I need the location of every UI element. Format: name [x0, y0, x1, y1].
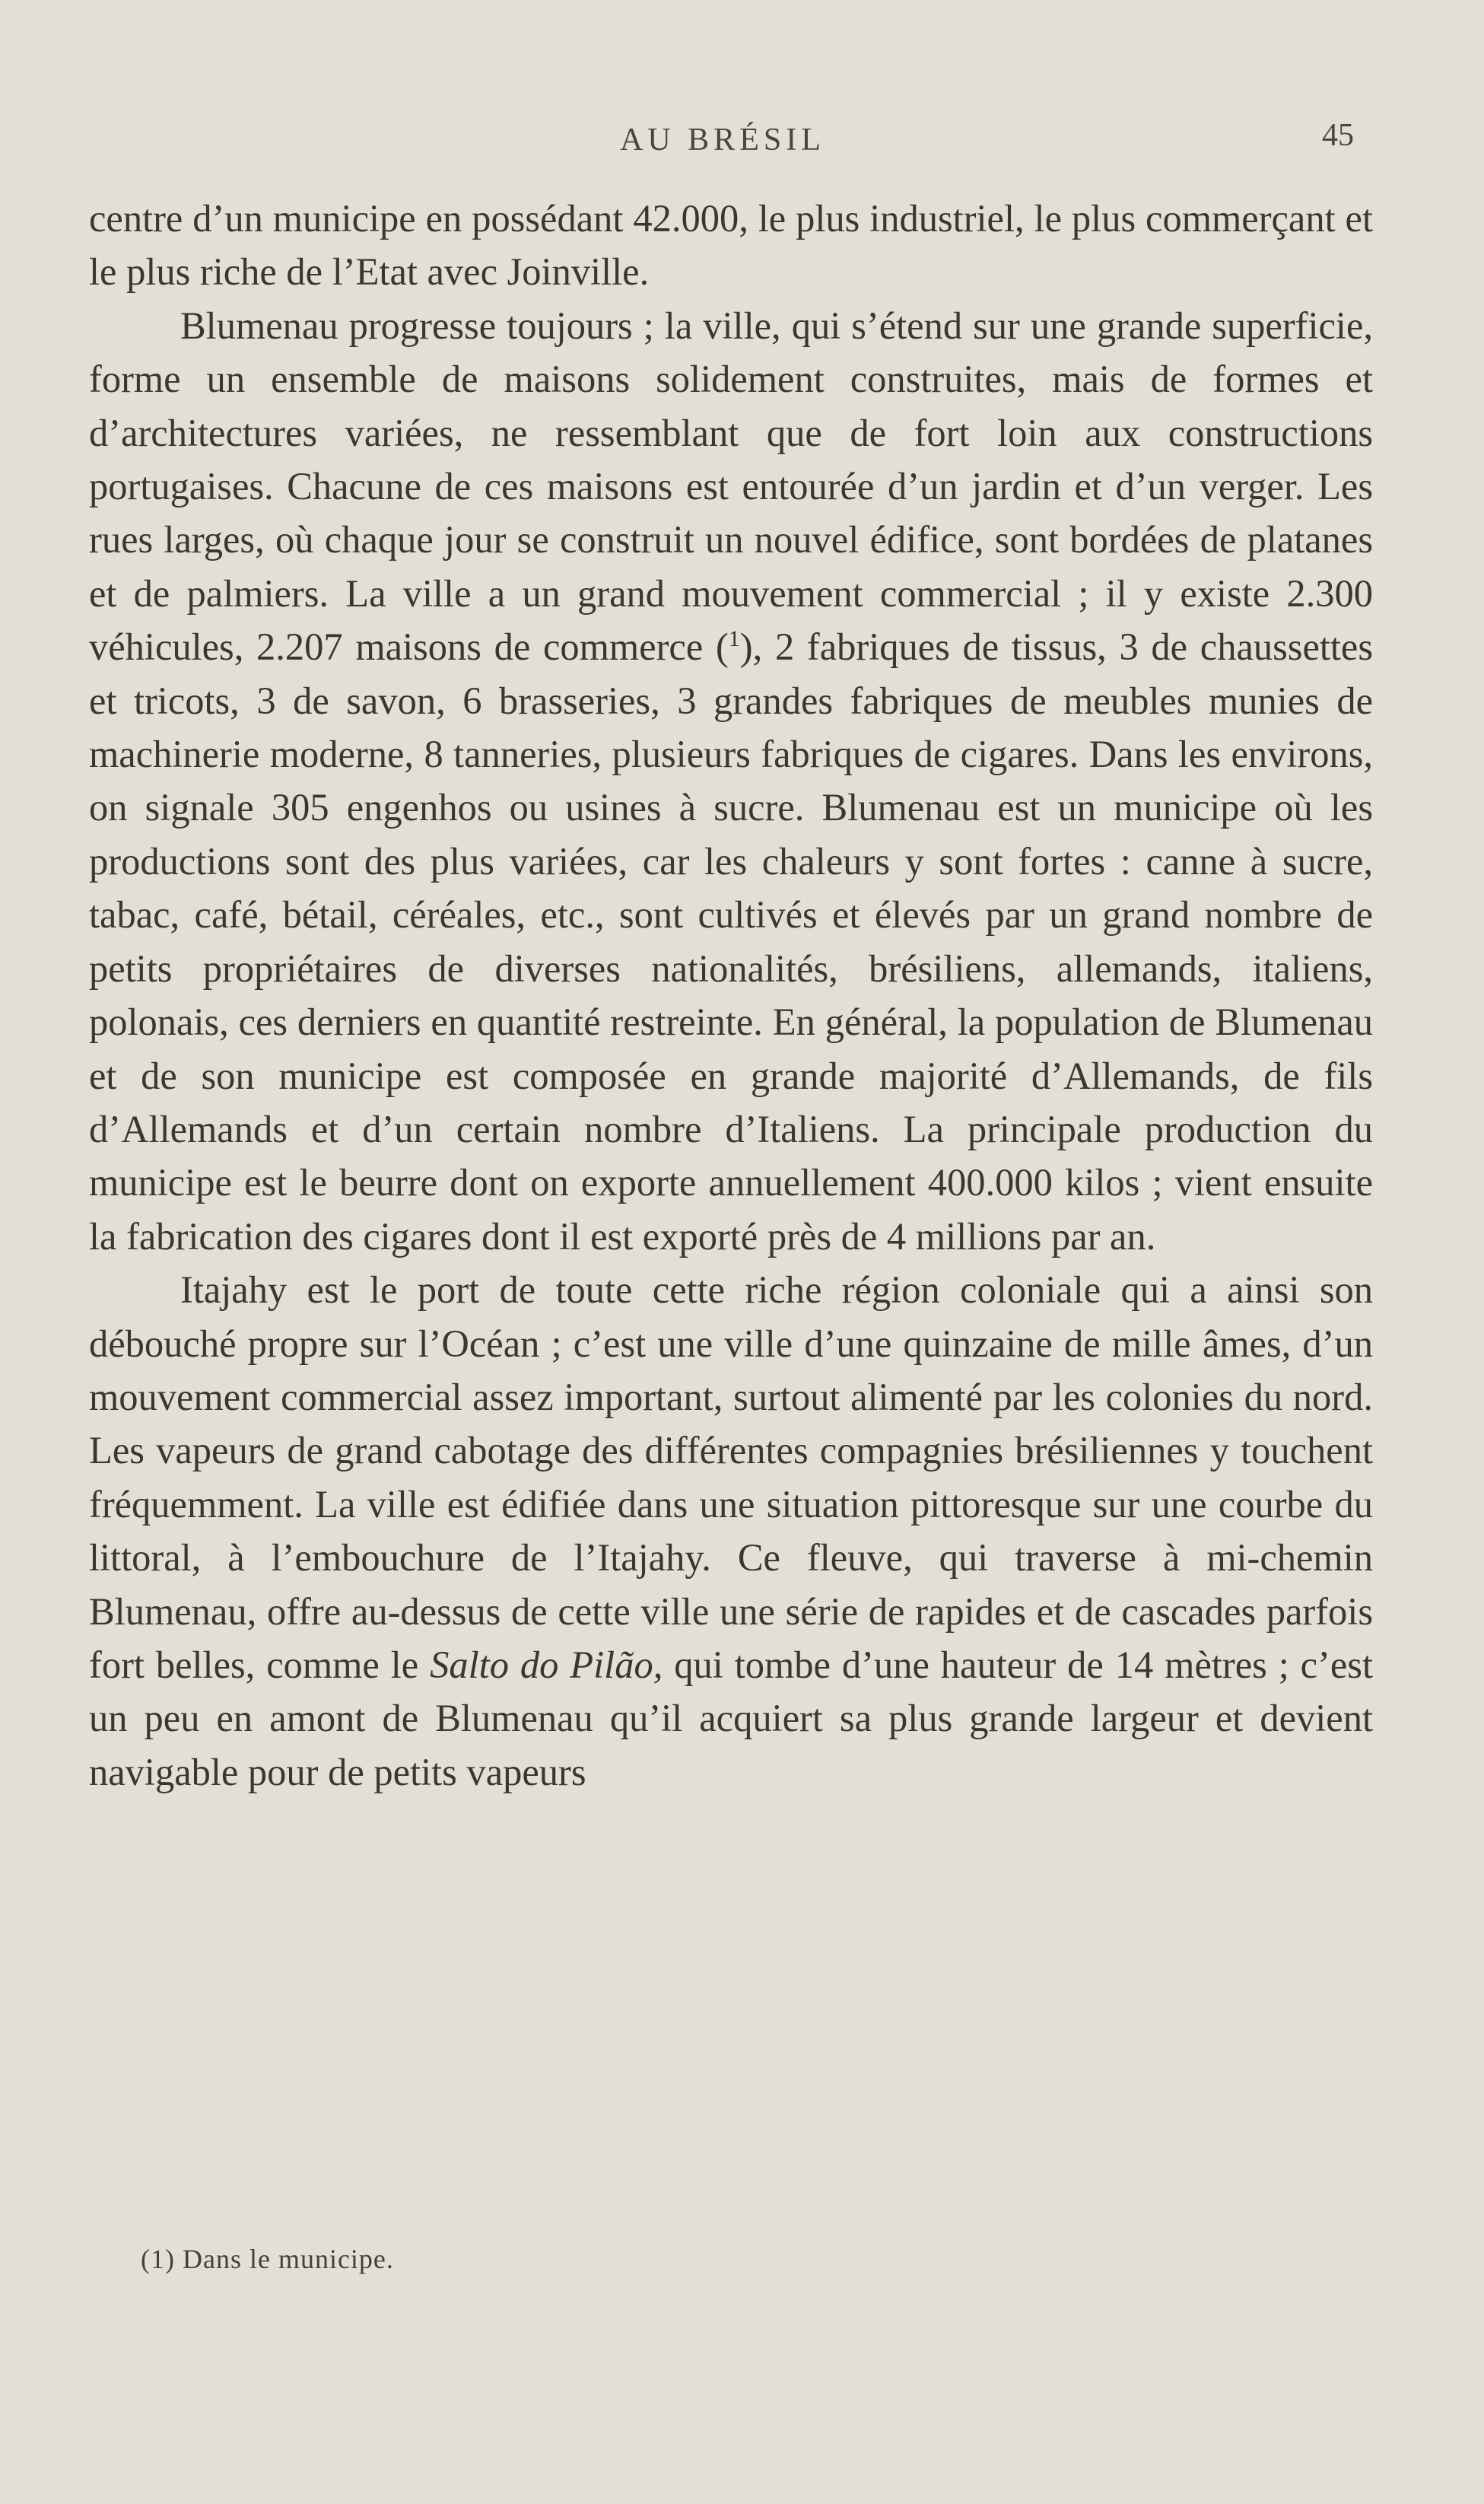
running-head — [0, 114, 1484, 160]
paragraph-3-text-a: Itajahy est le port de toute cette riche région coloniale qui a ainsi son débouché propre sur l’Océan ; c’est une ville d’une quinzaine de mille âmes, d’un mouvement commercial assez important, surtout alimenté par les colonies du nord. Les vapeurs de grand cabotage des différentes compagnies brésiliennes y touchent fréquemment. La ville est édifiée dans une situation pittoresque sur une courbe du littoral, à l’embouchure de l’Itajahy. Ce fleuve, qui traverse à mi-chemin Blumenau, offre au-dessus de cette ville une série de rapides et de cascades parfois fort belles, comme le — [89, 1268, 1373, 1686]
paragraph-2-text-b: ), 2 fabriques de tissus, 3 de chaussettes et tricots, 3 de savon, 6 brasseries, 3 grandes fabriques de meubles munies de machinerie moderne, 8 tanneries, plusieurs fabriques de cigares. Dans les environs, on signale 305 engenhos ou usines à sucre. Blumenau est un municipe où les productions sont des plus variées, car les chaleurs y sont fortes : canne à sucre, tabac, café, bétail, céréales, etc., sont cultivés et élevés par un grand nombre de petits propriétaires de diverses nationalités, brésiliens, allemands, italiens, polonais, ces derniers en quantité restreinte. En général, la population de Blumenau et de son municipe est composée en grande majorité d’Allemands, de fils d’Allemands et d’un certain nombre d’Italiens. La principale production du municipe est le beurre dont on exporte annuellement 400.000 kilos ; vient ensuite la fabrication des cigares dont il est exporté près de 4 millions par an. — [89, 625, 1373, 1258]
paragraph-2 — [89, 299, 1373, 1263]
footnote-reference: 1 — [728, 626, 740, 652]
paragraph-3-text-b: qui tombe d’une hauteur de 14 mètres ; c’est un peu en amont de Blumenau qu’il acquiert sa plus grande largeur et devient navigable pour de petits vapeurs — [89, 1643, 1373, 1793]
paragraph-1: centre d’un municipe en possédant 42.000, le plus industriel, le plus commerçant et le plus riche de l’Etat avec Joinville. — [89, 197, 1373, 294]
paragraph-2-text-a: Blumenau progresse toujours ; la ville, qui s’étend sur une grande superficie, forme un ensemble de maisons solidement construites, mais de formes et d’architectures variées, ne ressemblant que de fort loin aux constructions portugaises. Chacune de ces maisons est entourée d’un jardin et d’un verger. Les rues larges, où chaque jour se construit un nouvel édifice, sont bordées de platanes et de palmiers. La ville a un grand mouvement commercial ; il y existe 2.300 véhicules, 2.207 maisons de commerce ( — [89, 304, 1373, 669]
running-title: AU BRÉSIL — [620, 122, 825, 157]
paragraph-3 — [89, 1263, 1373, 1799]
footnote: (1) Dans le municipe. — [141, 2244, 394, 2274]
waterfall-name: Salto do Pilão, — [430, 1643, 663, 1686]
body-text — [89, 192, 1373, 1799]
page-number: 45 — [1322, 118, 1354, 153]
